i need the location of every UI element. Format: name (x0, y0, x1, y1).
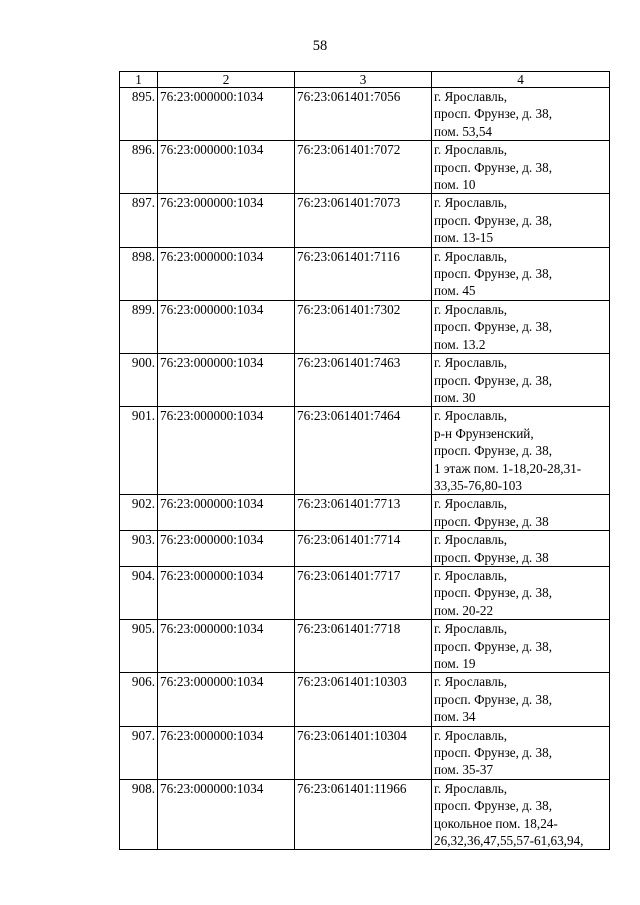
address-cell (432, 779, 610, 850)
row-number: 899. (120, 300, 158, 353)
row-number: 895. (120, 88, 158, 141)
address-cell (432, 726, 610, 779)
table-row (120, 566, 610, 619)
table-row (120, 620, 610, 673)
cadastral-number-parent: 76:23:000000:1034 (158, 354, 295, 407)
address-line: просп. Фрунзе, д. 38 (434, 513, 549, 529)
row-number: 900. (120, 354, 158, 407)
table-row (120, 495, 610, 531)
column-header-4: 4 (432, 72, 610, 88)
row-number: 901. (120, 407, 158, 495)
address-line: г. Ярославль, (434, 195, 508, 211)
row-number: 897. (120, 194, 158, 247)
address-line: г. Ярославль, (434, 89, 508, 104)
table-row (120, 194, 610, 247)
address-line: г. Ярославль, (434, 248, 508, 264)
address-line: просп. Фрунзе, д. 38, (434, 585, 553, 601)
cadastral-number-parent: 76:23:000000:1034 (158, 726, 295, 779)
address-line: пом. 53,54 (434, 123, 493, 139)
cadastral-number-premises: 76:23:061401:7116 (295, 247, 432, 300)
address-cell (432, 407, 610, 495)
property-table (119, 71, 610, 850)
address-line: просп. Фрунзе, д. 38, (434, 266, 553, 282)
address-line: г. Ярославль, (434, 355, 508, 371)
row-number: 908. (120, 779, 158, 850)
table-row (120, 354, 610, 407)
address-cell (432, 88, 610, 141)
address-line: пом. 35-37 (434, 762, 494, 778)
address-line: г. Ярославль, (434, 408, 508, 424)
row-number: 904. (120, 566, 158, 619)
cadastral-number-parent: 76:23:000000:1034 (158, 141, 295, 194)
cadastral-number-parent: 76:23:000000:1034 (158, 247, 295, 300)
address-line: р-н Фрунзенский, (434, 425, 534, 441)
cadastral-number-parent: 76:23:000000:1034 (158, 779, 295, 850)
address-line: просп. Фрунзе, д. 38, (434, 319, 553, 335)
address-line: пом. 45 (434, 283, 476, 299)
address-line: пом. 10 (434, 177, 476, 193)
row-number: 905. (120, 620, 158, 673)
address-cell (432, 300, 610, 353)
table-row (120, 407, 610, 495)
address-line: г. Ярославль, (434, 532, 508, 548)
address-line: пом. 19 (434, 656, 476, 671)
cadastral-number-parent: 76:23:000000:1034 (158, 531, 295, 567)
address-cell (432, 673, 610, 726)
address-cell (432, 354, 610, 407)
table-header-row (120, 72, 610, 88)
column-header-2: 2 (158, 72, 295, 88)
row-number: 898. (120, 247, 158, 300)
address-line: просп. Фрунзе, д. 38, (434, 372, 553, 388)
row-number: 907. (120, 726, 158, 779)
cadastral-number-premises: 76:23:061401:11966 (295, 779, 432, 850)
address-line: просп. Фрунзе, д. 38, (434, 745, 553, 761)
address-line: г. Ярославль, (434, 567, 508, 583)
column-header-1: 1 (120, 72, 158, 88)
address-cell (432, 247, 610, 300)
address-line: г. Ярославль, (434, 496, 508, 512)
address-line: г. Ярославль, (434, 621, 508, 637)
cadastral-number-premises: 76:23:061401:7073 (295, 194, 432, 247)
address-line: пом. 34 (434, 709, 476, 725)
cadastral-number-parent: 76:23:000000:1034 (158, 620, 295, 673)
address-cell (432, 620, 610, 673)
table-row (120, 88, 610, 141)
cadastral-number-premises: 76:23:061401:7056 (295, 88, 432, 141)
address-line: 1 этаж пом. 1-18,20-28,31- (434, 460, 582, 476)
cadastral-number-premises: 76:23:061401:7302 (295, 300, 432, 353)
cadastral-number-premises: 76:23:061401:7718 (295, 620, 432, 673)
address-line: пом. 30 (434, 389, 476, 405)
address-line: просп. Фрунзе, д. 38, (434, 638, 553, 654)
page-number: 58 (312, 38, 328, 54)
address-line: пом. 13-15 (434, 230, 494, 246)
cadastral-number-parent: 76:23:000000:1034 (158, 300, 295, 353)
cadastral-number-parent: 76:23:000000:1034 (158, 495, 295, 531)
cadastral-number-premises: 76:23:061401:7717 (295, 566, 432, 619)
table-row (120, 726, 610, 779)
table-row (120, 141, 610, 194)
cadastral-number-premises: 76:23:061401:7463 (295, 354, 432, 407)
address-line: просп. Фрунзе, д. 38, (434, 798, 553, 814)
address-line: г. Ярославль, (434, 727, 508, 743)
column-header-3: 3 (295, 72, 432, 88)
row-number: 906. (120, 673, 158, 726)
address-cell (432, 531, 610, 567)
address-cell (432, 566, 610, 619)
table-row (120, 673, 610, 726)
address-line: пом. 13.2 (434, 336, 486, 352)
address-line: г. Ярославль, (434, 780, 508, 796)
cadastral-number-parent: 76:23:000000:1034 (158, 194, 295, 247)
row-number: 896. (120, 141, 158, 194)
address-line: просп. Фрунзе, д. 38 (434, 549, 549, 565)
address-line: г. Ярославль, (434, 301, 508, 317)
address-line: просп. Фрунзе, д. 38, (434, 159, 553, 175)
address-line: просп. Фрунзе, д. 38, (434, 212, 553, 228)
table-row (120, 300, 610, 353)
address-line: просп. Фрунзе, д. 38, (434, 443, 553, 459)
table-body (120, 88, 610, 850)
address-cell (432, 495, 610, 531)
cadastral-number-parent: 76:23:000000:1034 (158, 407, 295, 495)
cadastral-number-premises: 76:23:061401:10304 (295, 726, 432, 779)
cadastral-number-parent: 76:23:000000:1034 (158, 566, 295, 619)
address-line: 33,35-76,80-103 (434, 477, 522, 493)
cadastral-number-parent: 76:23:000000:1034 (158, 673, 295, 726)
table-row (120, 247, 610, 300)
address-line: цокольное пом. 18,24- (434, 815, 558, 831)
address-cell (432, 141, 610, 194)
row-number: 902. (120, 495, 158, 531)
cadastral-number-premises: 76:23:061401:10303 (295, 673, 432, 726)
cadastral-number-parent: 76:23:000000:1034 (158, 88, 295, 141)
cadastral-number-premises: 76:23:061401:7072 (295, 141, 432, 194)
table-row (120, 531, 610, 567)
cadastral-number-premises: 76:23:061401:7714 (295, 531, 432, 567)
address-cell (432, 194, 610, 247)
address-line: 26,32,36,47,55,57-61,63,94, (434, 833, 584, 849)
address-line: просп. Фрунзе, д. 38, (434, 106, 553, 122)
address-line: г. Ярославль, (434, 142, 508, 158)
cadastral-number-premises: 76:23:061401:7464 (295, 407, 432, 495)
row-number: 903. (120, 531, 158, 567)
table-row (120, 779, 610, 850)
cadastral-number-premises: 76:23:061401:7713 (295, 495, 432, 531)
address-line: просп. Фрунзе, д. 38, (434, 691, 553, 707)
address-line: пом. 20-22 (434, 602, 494, 618)
address-line: г. Ярославль, (434, 674, 508, 690)
